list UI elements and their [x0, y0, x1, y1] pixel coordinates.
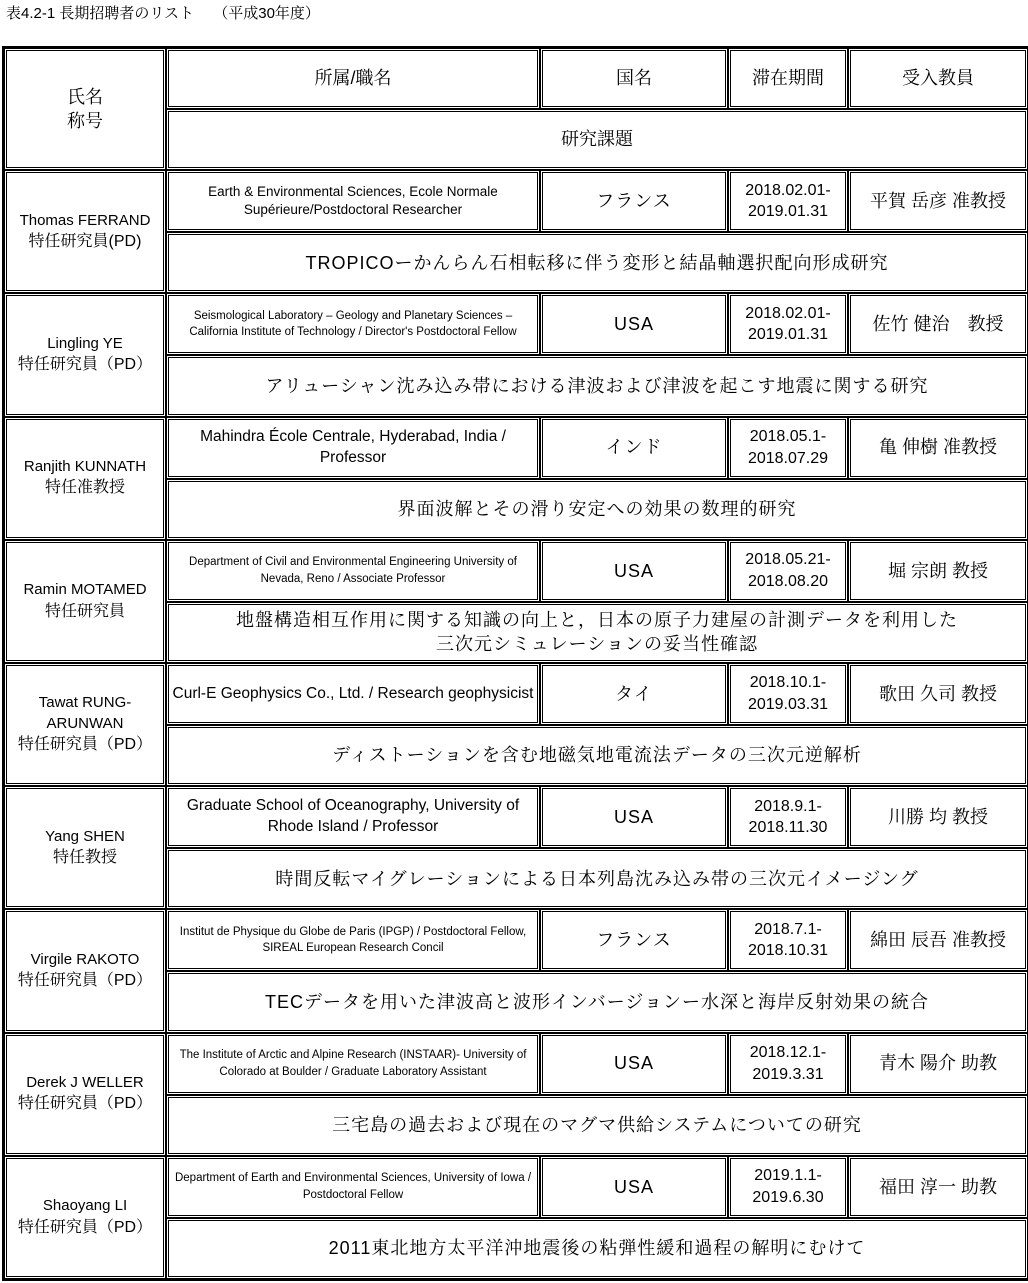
invitee-name-cell [4, 417, 166, 540]
host-faculty-cell: 川勝 均 教授 [848, 786, 1028, 848]
research-topic-cell: 三宅島の過去および現在のマグマ供給システムについての研究 [166, 1095, 1028, 1156]
stay-period-cell: 2018.12.1- 2019.3.31 [728, 1033, 848, 1095]
invitee-name-cell [4, 909, 166, 1032]
invitee-name-cell [4, 1033, 166, 1156]
country-cell: インド [540, 417, 728, 479]
invitee-title: 特任准教授 [44, 479, 125, 497]
invitee-title: 特任研究員（PD） [17, 356, 153, 374]
table-row [4, 663, 1028, 725]
header-row [4, 48, 1028, 109]
invitee-title: 特任研究員（PD） [17, 735, 153, 753]
host-faculty-cell: 綿田 辰吾 准教授 [848, 909, 1028, 971]
stay-period-cell: 2018.7.1- 2018.10.31 [728, 909, 848, 971]
invitee-title: 特任研究員 [44, 602, 125, 620]
invitee-title: 特任研究員（PD） [17, 972, 153, 990]
host-faculty-cell: 青木 陽介 助教 [848, 1033, 1028, 1095]
affiliation-cell: Mahindra École Centrale, Hyderabad, India / Professor [166, 417, 540, 479]
invitee-name: Thomas FERRAND [19, 211, 151, 229]
host-faculty-cell: 歌田 久司 教授 [848, 663, 1028, 725]
affiliation-cell: Seismological Laboratory – Geology and Planetary Sciences – California Institute of Technology / Director's Postdoctoral Fellow [166, 293, 540, 355]
country-cell: フランス [540, 909, 728, 971]
invitee-name-cell [4, 1156, 166, 1279]
table-row [4, 293, 1028, 355]
header-host-faculty: 受入教員 [848, 48, 1028, 109]
host-faculty-cell: 亀 伸樹 准教授 [848, 417, 1028, 479]
invitee-name: Shaoyang LI [42, 1197, 128, 1215]
header-stay-period: 滞在期間 [728, 48, 848, 109]
invitee-name: Derek J WELLER [26, 1074, 144, 1092]
header-affiliation: 所属/職名 [166, 48, 540, 109]
table-caption: 表4.2-1 長期招聘者のリスト （平成30年度） [6, 5, 320, 22]
research-topic-cell: 時間反転マイグレーションによる日本列島沈み込み帯の三次元イメージング [166, 848, 1028, 909]
table-row [4, 909, 1028, 971]
invitee-name-cell [4, 540, 166, 663]
affiliation-cell: Earth & Environmental Sciences, Ecole Normale Supérieure/Postdoctoral Researcher [166, 170, 540, 232]
country-cell: USA [540, 540, 728, 602]
table-row [4, 417, 1028, 479]
header-country: 国名 [540, 48, 728, 109]
affiliation-cell: Department of Civil and Environmental Engineering University of Nevada, Reno / Associate Professor [166, 540, 540, 602]
host-faculty-cell: 福田 淳一 助教 [848, 1156, 1028, 1218]
header-research-topic: 研究課題 [166, 109, 1028, 170]
long-term-invitee-table [2, 46, 1028, 1281]
stay-period-cell: 2019.1.1- 2019.6.30 [728, 1156, 848, 1218]
invitee-name-cell [4, 293, 166, 416]
research-topic-cell: TROPICOーかんらん石相転移に伴う変形と結晶軸選択配向形成研究 [166, 232, 1028, 293]
host-faculty-cell: 平賀 岳彦 准教授 [848, 170, 1028, 232]
invitee-name: Ranjith KUNNATH [23, 458, 147, 476]
host-faculty-cell: 佐竹 健治 教授 [848, 293, 1028, 355]
research-topic-cell: 2011東北地方太平洋沖地震後の粘弾性緩和過程の解明にむけて [166, 1218, 1028, 1279]
research-topic-cell: ディストーションを含む地磁気地電流法データの三次元逆解析 [166, 725, 1028, 786]
research-topic-cell: 界面波解とその滑り安定への効果の数理的研究 [166, 479, 1028, 540]
invitee-name: Lingling YE [47, 335, 123, 353]
research-topic-cell: 地盤構造相互作用に関する知識の向上と，日本の原子力建屋の計測データを利用した 三次元シミュレーションの妥当性確認 [166, 602, 1028, 663]
invitee-table-wrapper [2, 46, 1026, 1281]
table-row [4, 786, 1028, 848]
invitee-name: Virgile RAKOTO [30, 950, 140, 968]
invitee-name-cell [4, 170, 166, 293]
affiliation-cell: Graduate School of Oceanography, University of Rhode Island / Professor [166, 786, 540, 848]
invitee-name: Yang SHEN [45, 827, 125, 845]
country-cell: USA [540, 786, 728, 848]
invitee-title: 特任研究員（PD） [17, 1218, 153, 1236]
invitee-name-cell [4, 663, 166, 786]
table-row [4, 540, 1028, 602]
country-cell: USA [540, 1156, 728, 1218]
invitee-title: 特任研究員(PD) [28, 233, 142, 251]
header-name-title: 氏名 称号 [4, 48, 166, 170]
invitee-title: 特任教授 [52, 849, 117, 867]
stay-period-cell: 2018.05.21- 2018.08.20 [728, 540, 848, 602]
stay-period-cell: 2018.02.01- 2019.01.31 [728, 293, 848, 355]
stay-period-cell: 2018.10.1- 2019.03.31 [728, 663, 848, 725]
table-row [4, 1156, 1028, 1218]
invitee-name: Tawat RUNG- ARUNWAN [38, 694, 132, 732]
stay-period-cell: 2018.02.01- 2019.01.31 [728, 170, 848, 232]
country-cell: フランス [540, 170, 728, 232]
table-body [4, 48, 1028, 1279]
table-row [4, 170, 1028, 232]
invitee-name-cell [4, 786, 166, 909]
research-topic-cell: TECデータを用いた津波高と波形インバージョンー水深と海岸反射効果の統合 [166, 971, 1028, 1032]
host-faculty-cell: 堀 宗朗 教授 [848, 540, 1028, 602]
affiliation-cell: Institut de Physique du Globe de Paris (IPGP) / Postdoctoral Fellow, SIREAL European Research Concil [166, 909, 540, 971]
country-cell: USA [540, 293, 728, 355]
table-row [4, 1033, 1028, 1095]
country-cell: タイ [540, 663, 728, 725]
invitee-title: 特任研究員（PD） [17, 1095, 153, 1113]
affiliation-cell: Department of Earth and Environmental Sciences, University of Iowa / Postdoctoral Fellow [166, 1156, 540, 1218]
stay-period-cell: 2018.9.1- 2018.11.30 [728, 786, 848, 848]
research-topic-cell: アリューシャン沈み込み帯における津波および津波を起こす地震に関する研究 [166, 355, 1028, 416]
stay-period-cell: 2018.05.1- 2018.07.29 [728, 417, 848, 479]
affiliation-cell: The Institute of Arctic and Alpine Research (INSTAAR)- University of Colorado at Boulder / Graduate Laboratory Assistant [166, 1033, 540, 1095]
affiliation-cell: Curl-E Geophysics Co., Ltd. / Research geophysicist [166, 663, 540, 725]
country-cell: USA [540, 1033, 728, 1095]
invitee-name: Ramin MOTAMED [23, 581, 147, 599]
